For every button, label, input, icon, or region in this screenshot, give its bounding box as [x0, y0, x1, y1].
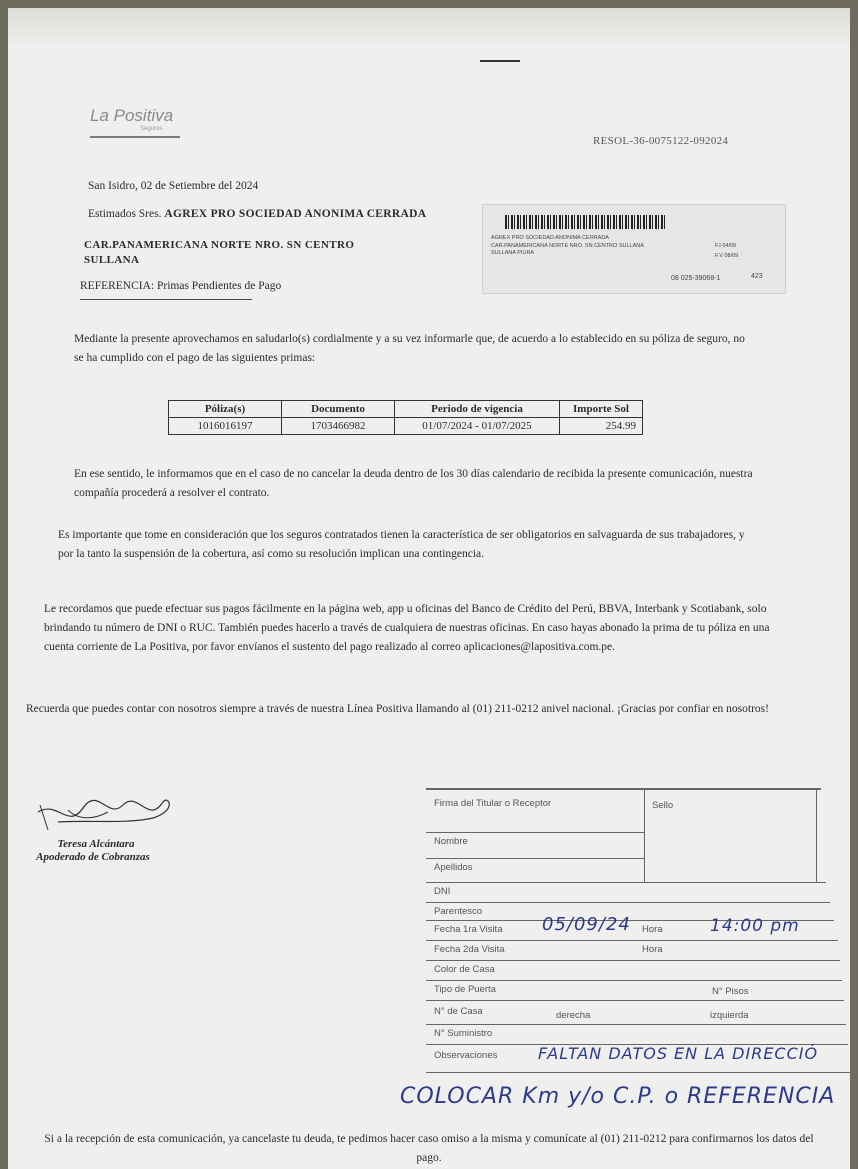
form-fecha2-label: Fecha 2da Visita	[434, 944, 505, 955]
top-dash	[480, 60, 520, 62]
letter-page	[8, 8, 850, 1169]
form-parentesco-label: Parentesco	[434, 906, 483, 917]
stamp-line-1: AGREX PRO SOCIEDAD ANONIMA CERRADA	[491, 235, 609, 241]
table-row	[169, 418, 643, 435]
footer-note: Si a la recepción de esta comunicación, ya cancelaste tu deuda, te pedimos hacer caso omiso a la misma y comunícate al (01) 211-0212 para confirmarnos los datos del pago.	[44, 1133, 814, 1164]
handwritten-note: COLOCAR Km y/o C.P. o REFERENCIA	[400, 1084, 836, 1109]
address-line-1: CAR.PANAMERICANA NORTE NRO. SN CENTRO	[84, 239, 355, 251]
courier-stamp	[482, 204, 786, 294]
intro-paragraph: Mediante la presente aprovechamos en saludarlo(s) cordialmente y a su vez informarle que, de acuerdo a lo establecido en su póliza de seguro, no se ha cumplido con el pago de las siguientes primas:	[74, 333, 745, 364]
handwritten-time: 14:00 pm	[710, 916, 800, 936]
page-shadow	[8, 8, 850, 48]
recipient-line	[88, 208, 426, 220]
address-block	[84, 238, 354, 268]
form-tipo-label: Tipo de Puerta	[434, 984, 496, 995]
table-header: Importe Sol	[560, 401, 643, 418]
logo-underline	[90, 136, 180, 138]
recipient-prefix: Estimados Sres.	[88, 208, 162, 220]
form-derecha-label: derecha	[556, 1010, 591, 1021]
form-izquierda-label: izquierda	[710, 1010, 749, 1021]
form-nro-label: N° de Casa	[434, 1006, 483, 1017]
table-cell: 1016016197	[169, 418, 282, 435]
table-header: Periodo de vigencia	[395, 401, 560, 418]
signatory-name: Teresa Alcántara	[57, 838, 135, 850]
form-suministro-label: N° Suministro	[434, 1028, 493, 1039]
reference-line: REFERENCIA: Primas Pendientes de Pago	[80, 280, 282, 292]
form-hora-label: Hora	[642, 924, 663, 935]
signatory-title: Apoderado de Cobranzas	[36, 851, 150, 863]
handwritten-date: 05/09/24	[542, 914, 631, 935]
form-firma-label: Firma del Titular o Receptor	[434, 798, 552, 809]
form-apellidos-label: Apellidos	[434, 862, 473, 873]
form-sello-label: Sello	[652, 800, 674, 811]
handwritten-signature	[28, 790, 188, 840]
address-line-2: SULLANA	[84, 254, 140, 266]
form-nombre-label: Nombre	[434, 836, 468, 847]
logo-subtitle: Seguros	[140, 126, 163, 132]
table-cell: 1703466982	[282, 418, 395, 435]
paragraph-3: Le recordamos que puede efectuar sus pagos fácilmente en la página web, app u oficinas del Banco de Crédito del Perú, BBVA, Interbank y Scotiabank, solo brindando tu número de DNI o RUC. También puedes hacerlo a través de cualquiera de nuestras oficinas. En caso hayas abonado la prima de tu póliza en una cuenta corriente de La Positiva, por favor envíanos el sustento del pago realizado al correo aplicaciones@lapositiva.com.pe.	[44, 603, 770, 653]
recipient-name: AGREX PRO SOCIEDAD ANONIMA CERRADA	[164, 208, 427, 220]
form-observaciones-label: Observaciones	[434, 1050, 498, 1061]
form-fecha1-label: Fecha 1ra Visita	[434, 924, 503, 935]
paragraph-2: Es importante que tome en consideración que los seguros contratados tienen la característica de ser obligatorios en salvaguarda de sus trabajadores, y por la tanto la suspensión de la cobertura, así como su resolución implican una contingencia.	[58, 529, 745, 560]
table-header: Documento	[282, 401, 395, 418]
table-header-row	[169, 401, 643, 418]
form-pisos-label: N° Pisos	[712, 986, 749, 997]
stamp-fi: F.I 04/09	[715, 243, 737, 249]
company-logo: La Positiva	[90, 106, 174, 125]
form-color-label: Color de Casa	[434, 964, 495, 975]
barcode	[505, 215, 665, 229]
resolution-number: RESOL-36-0075122-092024	[593, 135, 729, 147]
table-cell: 01/07/2024 - 01/07/2025	[395, 418, 560, 435]
form-dni-label: DNI	[434, 886, 451, 897]
paragraph-4: Recuerda que puedes contar con nosotros siempre a través de nuestra Línea Positiva llamando al (01) 211-0212 anivel nacional. ¡Gracias por confiar en nosotros!	[26, 703, 769, 715]
handwritten-observation: FALTAN DATOS EN LA DIRECCIÓ	[538, 1044, 819, 1063]
date-line: San Isidro, 02 de Setiembre del 2024	[88, 180, 259, 192]
paragraph-1: En ese sentido, le informamos que en el caso de no cancelar la deuda dentro de los 30 días calendario de recibida la presente comunicación, nuestra compañía procederá a resolver el contrato.	[74, 468, 753, 499]
table-header: Póliza(s)	[169, 401, 282, 418]
premiums-table	[168, 400, 643, 435]
stamp-code: 08 025-39068-1	[671, 275, 721, 282]
stamp-number: 423	[751, 273, 763, 280]
stamp-line-3: SULLANA PIURA	[491, 250, 535, 256]
delivery-form	[420, 788, 845, 1088]
stamp-fv: F.V 08/09	[715, 253, 739, 259]
table-cell: 254.99	[560, 418, 643, 435]
form-hora2-label: Hora	[642, 944, 663, 955]
reference-underline	[80, 299, 252, 300]
stamp-line-2: CAR.PANAMERICANA NORTE NRO. SN CENTRO SULLANA	[491, 243, 644, 249]
